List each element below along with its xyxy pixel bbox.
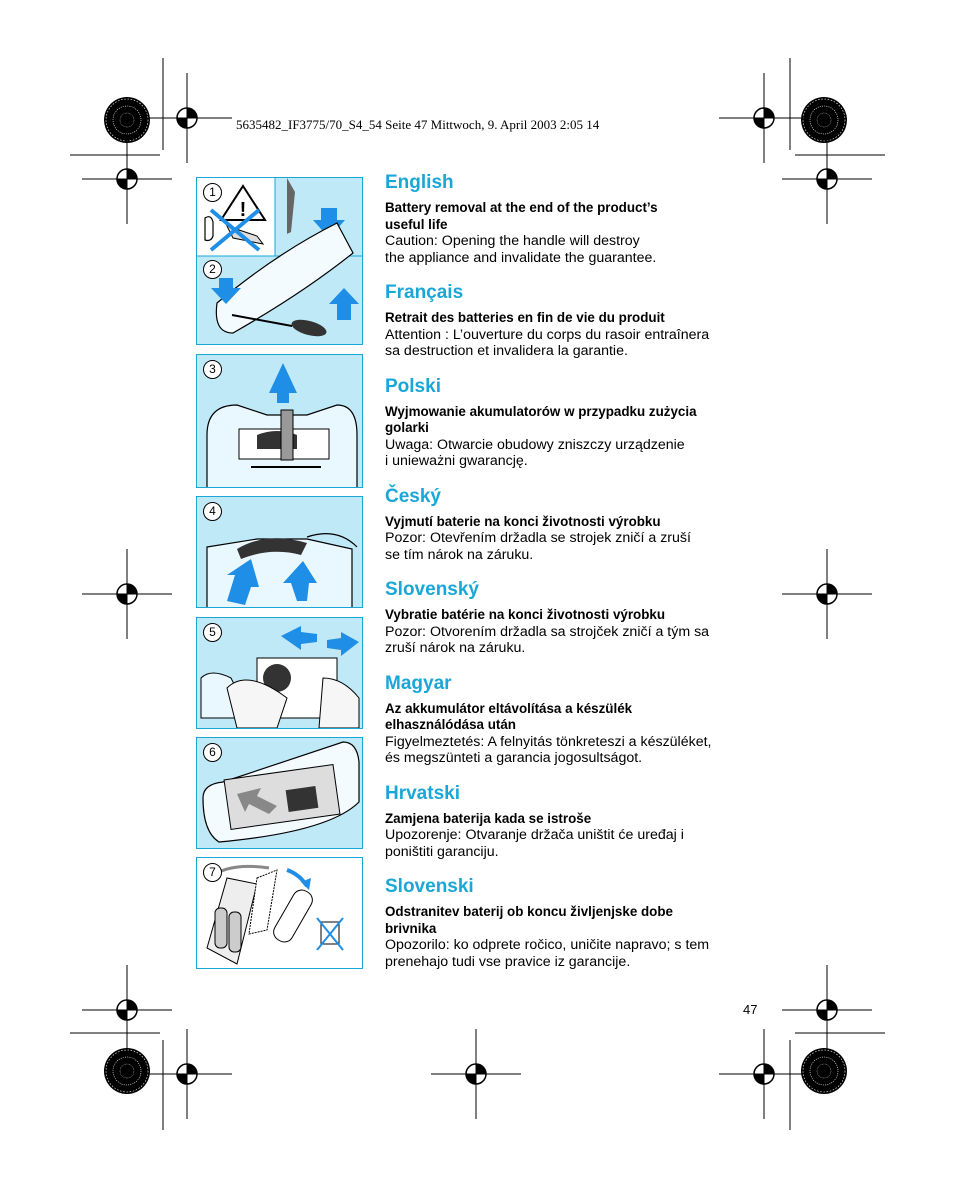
section-slovenski <box>385 876 765 970</box>
section-body: zruší nárok na záruku. <box>385 640 526 656</box>
section-title: brivnika <box>385 920 437 936</box>
section-title: Vyjmutí baterie na konci životnosti výrobku <box>385 513 661 529</box>
section-body: Opozorilo: ko odprete ročico, uničite napravo; s tem <box>385 937 710 953</box>
section-body: Caution: Opening the handle will destroy <box>385 233 640 249</box>
figure-panel-6 <box>196 737 363 849</box>
figure-number: 1 <box>203 183 222 202</box>
section-body: Upozorenje: Otvaranje držača uništit će uređaj i <box>385 827 684 843</box>
section-body: Uwaga: Otwarcie obudowy zniszczy urządzenie <box>385 436 685 453</box>
language-heading: Slovenský <box>385 579 479 600</box>
figure-panel-1-2 <box>196 177 363 345</box>
section-body: poništiti garanciju. <box>385 843 499 860</box>
section-body: i unieważni gwarancję. <box>385 453 528 469</box>
language-heading: Français <box>385 282 464 303</box>
screwdriver-open-icon <box>197 178 363 345</box>
language-heading: Český <box>385 485 441 507</box>
language-heading: Hrvatski <box>385 782 460 804</box>
section-body: Pozor: Otevřením držadla se strojek zničí a zruší <box>385 530 691 546</box>
section-title: useful life <box>385 216 448 232</box>
figure-number: 6 <box>203 743 222 762</box>
language-heading: Polski <box>385 375 441 397</box>
figure-number: 5 <box>203 623 222 642</box>
section-title: Retrait des batteries en fin de vie du produit <box>385 310 665 325</box>
section-body: prenehajo tudi vse pravice iz garancije. <box>385 953 631 970</box>
section-english <box>385 172 765 266</box>
battery-remove-icon <box>197 738 363 849</box>
push-up-icon <box>197 497 363 608</box>
section-hrvatski <box>385 783 765 861</box>
section-polski <box>385 376 765 470</box>
language-heading: Slovenski <box>385 876 474 897</box>
figure-number: 2 <box>203 260 222 279</box>
section-title: Vybratie batérie na konci životnosti výrobku <box>385 607 666 622</box>
section-title: golarki <box>385 420 429 435</box>
section-body: sa destruction et invalidera la garantie. <box>385 343 628 359</box>
section-title: Az akkumulátor eltávolítása a készülék <box>385 700 633 716</box>
figure-panel-3 <box>196 354 363 488</box>
language-heading: Magyar <box>385 672 452 694</box>
figure-number: 7 <box>203 863 222 882</box>
section-body: és megszünteti a garancia jogosultságot. <box>385 750 643 766</box>
section-francais <box>385 282 765 360</box>
figure-panel-4 <box>196 496 363 608</box>
svg-text:!: ! <box>239 199 247 221</box>
figure-number: 4 <box>203 502 222 521</box>
section-body: se tím nárok na záruku. <box>385 546 534 563</box>
section-slovensky <box>385 579 765 657</box>
section-cesky <box>385 486 765 564</box>
section-body: Figyelmeztetés: A felnyitás tönkreteszi a készüléket, <box>385 733 712 750</box>
section-body: the appliance and invalidate the guarantee. <box>385 249 657 266</box>
section-title: Odstranitev baterij ob koncu življenjske dobe <box>385 904 673 919</box>
section-title: Wyjmowanie akumulatorów w przypadku zużycia <box>385 403 697 419</box>
battery-dispose-icon <box>197 858 363 969</box>
instructions-column <box>385 172 765 970</box>
section-magyar <box>385 673 765 767</box>
spread-apart-icon <box>197 618 363 729</box>
figure-panel-5 <box>196 617 363 729</box>
section-body: Pozor: Otvorením držadla sa strojček zničí a tým sa <box>385 623 710 640</box>
section-title: elhasználódása után <box>385 717 516 732</box>
section-body: Attention : L’ouverture du corps du rasoir entraînera <box>385 326 710 343</box>
section-title: Zamjena baterija kada se istroše <box>385 810 592 826</box>
lift-out-icon <box>197 355 363 488</box>
page-number: 47 <box>743 1002 758 1017</box>
figure-number: 3 <box>203 360 222 379</box>
language-heading: English <box>385 172 454 193</box>
print-info-line: 5635482_IF3775/70_S4_54 Seite 47 Mittwoch, 9. April 2003 2:05 14 <box>236 117 600 132</box>
figure-panel-7 <box>196 857 363 969</box>
section-title: Battery removal at the end of the product’s <box>385 200 658 215</box>
